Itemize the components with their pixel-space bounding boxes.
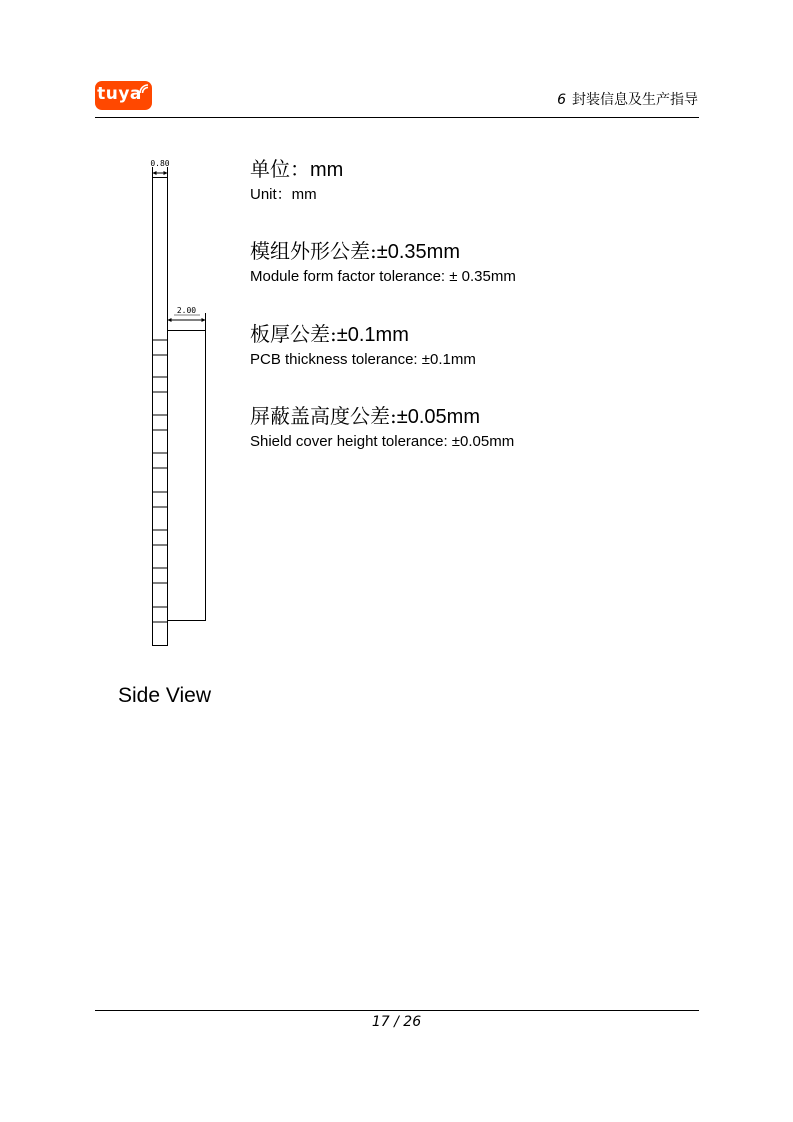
header-divider xyxy=(95,117,699,118)
note-zh: 屏蔽盖高度公差:±0.05mm xyxy=(250,404,480,428)
note-zh: 板厚公差:±0.1mm xyxy=(250,322,409,346)
footer-divider xyxy=(95,1010,699,1011)
note-zh: 单位：mm xyxy=(250,157,344,181)
signal-waves-icon xyxy=(138,83,150,95)
note-en: Module form factor tolerance: ± 0.35mm xyxy=(250,268,516,285)
tuya-logo xyxy=(95,81,152,110)
figure-caption: Side View xyxy=(118,684,212,707)
note-shield-tolerance xyxy=(250,404,514,452)
note-en: Shield cover height tolerance: ±0.05mm xyxy=(250,433,515,450)
section-title: 封装信息及生产指导 xyxy=(572,92,698,108)
note-pcb-tolerance xyxy=(250,322,476,370)
pad-ticks xyxy=(153,340,168,622)
side-view-drawing xyxy=(140,155,220,650)
section-number: 6 xyxy=(557,92,566,108)
note-module-tolerance xyxy=(250,239,516,287)
note-en: Unit：mm xyxy=(250,186,317,203)
page-number: 17 / 26 xyxy=(371,1014,422,1030)
section-heading xyxy=(557,89,698,109)
note-zh: 模组外形公差:±0.35mm xyxy=(250,239,460,263)
note-en: PCB thickness tolerance: ±0.1mm xyxy=(250,351,476,368)
pcb-board xyxy=(153,178,168,646)
dim-shield-height: 2.00 xyxy=(176,306,197,315)
dim-pcb-thickness: 0.80 xyxy=(150,159,170,168)
note-unit xyxy=(250,157,343,205)
logo-text: tuya xyxy=(97,84,142,104)
shield-cover xyxy=(168,331,206,621)
